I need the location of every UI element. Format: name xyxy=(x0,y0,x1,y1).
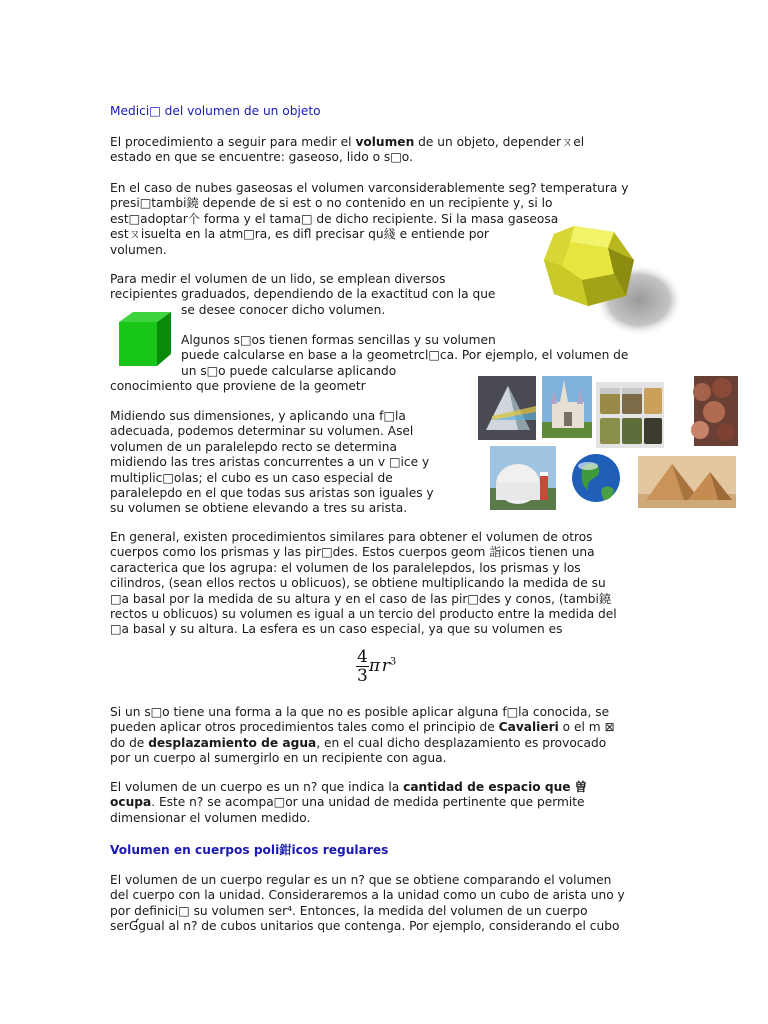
text-line: El volumen de un cuerpo regular es un n? que se obtiene comparando el volumen xyxy=(110,873,612,887)
text-run: pueden aplicar otros procedimientos tales como el principio de xyxy=(110,720,499,735)
text-run: El volumen de un cuerpo es un n? que indica la xyxy=(110,780,404,794)
text-line: su volumen se obtiene elevando a tres su arista. xyxy=(110,501,408,516)
text-run: de un objeto, dependerㄡel xyxy=(414,135,585,149)
photo-collage xyxy=(478,376,738,516)
text-line: Para medir el volumen de un lido, se emplean diversos xyxy=(110,272,446,286)
section-heading-medicion: Medici□ del volumen de un objeto xyxy=(110,104,321,118)
radius-symbol: r xyxy=(381,656,390,676)
text-line: caracterica que los agrupa: el volumen de los paralelepdos, los prismas y los xyxy=(110,560,581,575)
exponent: 3 xyxy=(389,656,397,668)
text-line: paralelepdo en el que todas sus aristas son iguales y xyxy=(110,486,434,501)
text-run: o el m ⊠ xyxy=(558,720,615,735)
rock-minerals-photo xyxy=(691,376,738,446)
text-line: Si un s□o tiene una forma a la que no es posible aplicar alguna f□la conocida, se xyxy=(110,705,610,719)
glass-jars-photo xyxy=(596,382,664,448)
text-line: se desee conocer dicho volumen. xyxy=(181,302,386,317)
prism-photo xyxy=(478,376,536,440)
earth-globe-photo xyxy=(572,454,620,502)
text-line: conocimiento que proviene de la geometr xyxy=(110,379,366,394)
paragraph-dimensiones xyxy=(110,409,434,517)
paragraph-intro xyxy=(110,135,584,166)
fraction-numerator: 4 xyxy=(357,647,368,667)
paragraph-cuerpo-regular xyxy=(110,873,625,935)
text-line: multiplic□olas; el cubo es un caso especial de xyxy=(110,470,393,485)
text-line: Midiendo sus dimensiones, y aplicando una f□la xyxy=(110,409,406,423)
text-run: estado en que se encuentre: gaseoso, lido o s□o. xyxy=(110,150,413,165)
bold-term-cavalieri: Cavalieri xyxy=(498,720,559,735)
power-plant-photo xyxy=(490,446,556,510)
pyramids-photo xyxy=(638,456,736,508)
text-line: adecuada, podemos determinar su volumen. Asel xyxy=(110,424,414,439)
text-line: recipientes graduados, dependiendo de la exactitud con la que xyxy=(110,287,496,302)
text-line: volumen. xyxy=(110,242,167,257)
text-line: puede calcularse en base a la geometrcl□ca. Por ejemplo, el volumen de xyxy=(181,348,629,363)
text-line: por definici□ su volumen ser⁴. Entonces, la medida del volumen de un cuerpo xyxy=(110,903,588,918)
text-line: cuerpos como los prismas y las pir□des. Estos cuerpos geom 詣icos tienen una xyxy=(110,545,595,560)
text-line: serƓgual al n? de cubos unitarios que contenga. Por ejemplo, considerando el cubo xyxy=(110,919,620,934)
text-line: dimensionar el volumen medido. xyxy=(110,810,311,825)
text-line: un s□o puede calcularse aplicando xyxy=(181,363,397,378)
text-line: rectos u oblicuos) su volumen es igual a un tercio del producto entre la medida del xyxy=(110,607,617,622)
text-line: □a basal y su altura. La esfera es un caso especial, ya que su volumen es xyxy=(110,622,563,637)
text-line: volumen de un paralelepdo recto se determina xyxy=(110,439,397,454)
paragraph-cavalieri xyxy=(110,705,615,767)
text-line: midiendo las tres aristas concurrentes a un v □ice y xyxy=(110,455,430,470)
text-run: , en el cual dicho desplazamiento es provocado xyxy=(316,735,607,750)
yellow-polyhedron-image xyxy=(536,218,686,338)
section-heading-poliedros: Volumen en cuerpos poli鉗icos regulares xyxy=(110,843,389,857)
fraction-denominator: 3 xyxy=(357,666,368,686)
text-run: do de xyxy=(110,735,149,750)
text-line: del cuerpo con la unidad. Consideraremos a la unidad como un cubo de arista uno y xyxy=(110,888,625,903)
paragraph-procedimientos xyxy=(110,530,617,638)
text-line: por un cuerpo al sumergirlo en un recipiente con agua. xyxy=(110,751,447,766)
text-line: □a basal por la medida de su altura y en el caso de las pir□des y conos, (tambi鐃 xyxy=(110,591,612,606)
bold-term-ocupa: ocupa xyxy=(110,795,152,810)
text-line: En el caso de nubes gaseosas el volumen varconsiderablemente seg? temperatura y xyxy=(110,181,629,195)
text-line: En general, existen procedimientos similares para obtener el volumen de otros xyxy=(110,530,593,544)
text-line: cilindros, (sean ellos rectos u oblicuos), se obtiene multiplicando la medida de su xyxy=(110,576,606,591)
fraction xyxy=(356,648,369,685)
text-line: est□adoptar个 forma y el tama□ de dicho recipiente. Si la masa gaseosa xyxy=(110,211,559,226)
sphere-volume-formula xyxy=(356,648,396,685)
bold-term-volumen: volumen xyxy=(355,135,415,149)
paragraph-definicion xyxy=(110,780,587,826)
text-line: estㄡisuelta en la atm□ra, es difl precisar qu綫 e entiende por xyxy=(110,227,489,242)
bold-term-cantidad: cantidad de espacio que 曽 xyxy=(403,780,587,794)
bold-term-desplazamiento: desplazamiento de agua xyxy=(148,735,317,750)
text-line: presi□tambi鐃 depende de si est o no contenido en un recipiente y, si lo xyxy=(110,196,553,211)
pi-symbol: π xyxy=(368,656,381,676)
text-line: Algunos s□os tienen formas sencillas y su volumen xyxy=(181,333,496,347)
green-cube-image xyxy=(111,310,177,372)
text-run: . Este n? se acompa□or una unidad de medida pertinente que permite xyxy=(151,795,585,810)
text-run: El procedimiento a seguir para medir el xyxy=(110,135,356,149)
castle-photo xyxy=(542,376,592,438)
